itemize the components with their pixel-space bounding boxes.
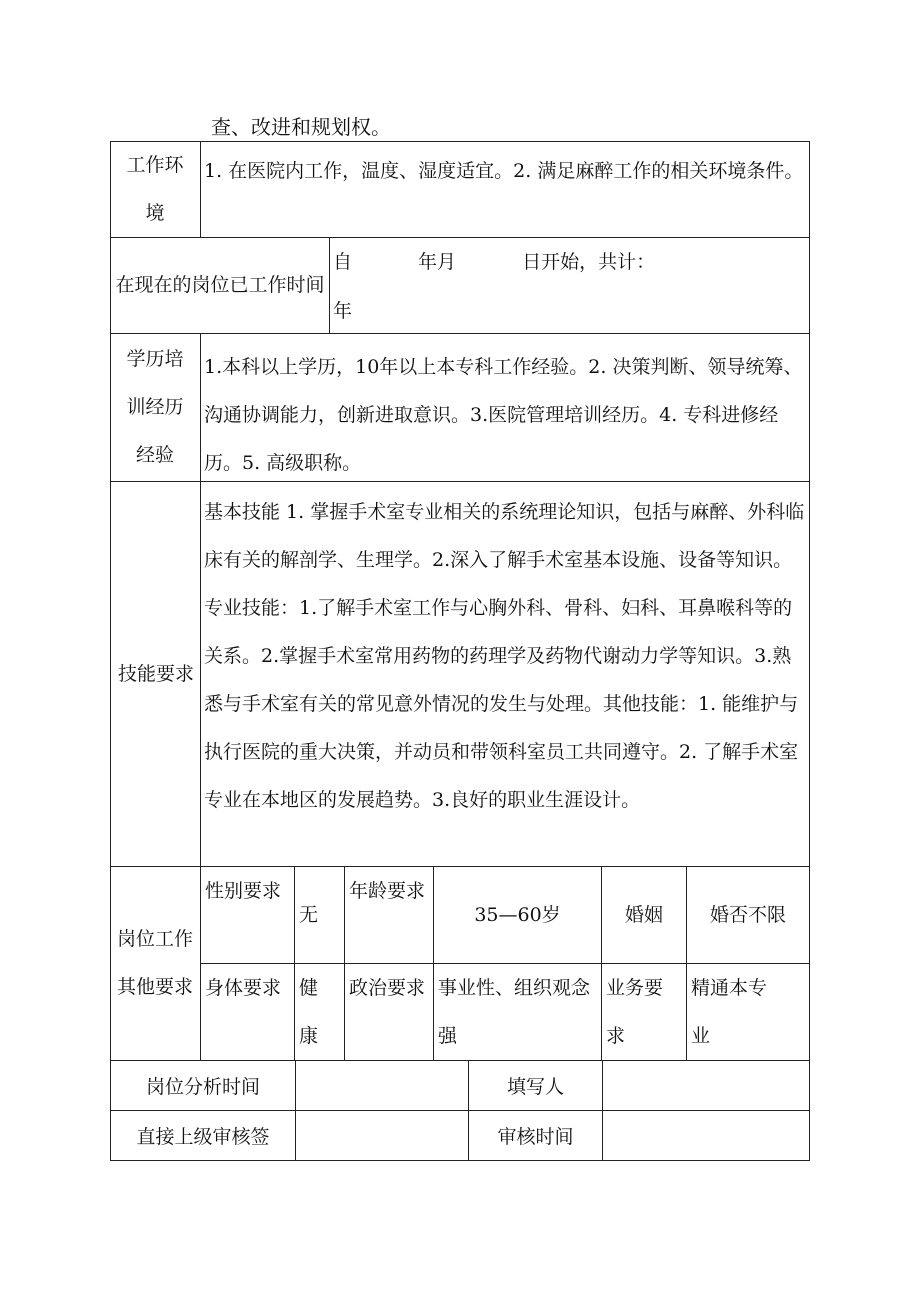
table-border [110,141,810,142]
table-border [110,141,111,1161]
age-value: 35—60岁 [474,904,561,926]
politics-label: 政治要求 [349,977,426,999]
environment-label: 工作环境 [126,154,184,224]
filler-value[interactable] [603,1061,809,1110]
other-requirements-label: 岗位工作其他要求 [116,928,193,998]
age-label: 年龄要求 [349,880,426,902]
analysis-time-label: 岗位分析时间 [145,1076,260,1098]
politics-value: 事业性、组织观念强 [438,977,591,1047]
tenure-line2: 年 [333,300,353,322]
supervisor-sign-value[interactable] [296,1111,468,1160]
skills-text: 基本技能 1. 掌握手术室专业相关的系统理论知识，包括与麻醉、外科临床有关的解剖学、生理学。2.深入了解手术室基本设施、设备等知识。专业技能：1.了解手术室工作与心胸外科、骨科、妇科、耳鼻喉科等的关系。2.掌握手术室常用药物的药理学及药物代谢动力学等知识。3.熟悉与手术室有关的常见意外情况的发生与处理。其他技能：1. 能维护与执行医院的重大决策，并动员和带领科室员工共同遵守。2. 了解手术室专业在本地区的发展趋势。3.良好的职业生涯设计。 [204,501,805,811]
business-value: 精通本专业 [691,977,768,1047]
carryover-text: 查、改进和规划权。 [211,115,391,139]
review-time-label: 审核时间 [497,1126,574,1148]
supervisor-sign-label: 直接上级审核签 [136,1126,270,1148]
tenure-line1: 自 年月 日开始，共计： [333,251,656,273]
analysis-time-value[interactable] [296,1061,468,1110]
health-label: 身体要求 [205,977,282,999]
marriage-value: 婚否不限 [709,904,786,926]
education-text: 1.本科以上学历，10年以上本专科工作经验。2. 决策判断、领导统筹、沟通协调能力，创新进取意识。3.医院管理培训经历。4. 专科进修经历。5. 高级职称。 [204,356,803,474]
table-border [110,333,810,334]
table-border [110,1160,810,1161]
skills-label: 技能要求 [118,662,195,685]
environment-text: 1. 在医院内工作，温度、湿度适宜。2. 满足麻醉工作的相关环境条件。 [204,160,804,182]
table-border [329,237,330,333]
business-label: 业务要求 [606,977,664,1047]
filler-label: 填写人 [506,1076,564,1098]
health-value: 健康 [299,977,319,1047]
tenure-label: 在现在的岗位已工作时间 [115,274,325,296]
marriage-label: 婚姻 [624,904,663,926]
gender-value: 无 [299,904,319,926]
gender-label: 性别要求 [205,880,282,902]
education-label: 学历培训经历经验 [126,348,184,466]
review-time-value[interactable] [603,1111,809,1160]
